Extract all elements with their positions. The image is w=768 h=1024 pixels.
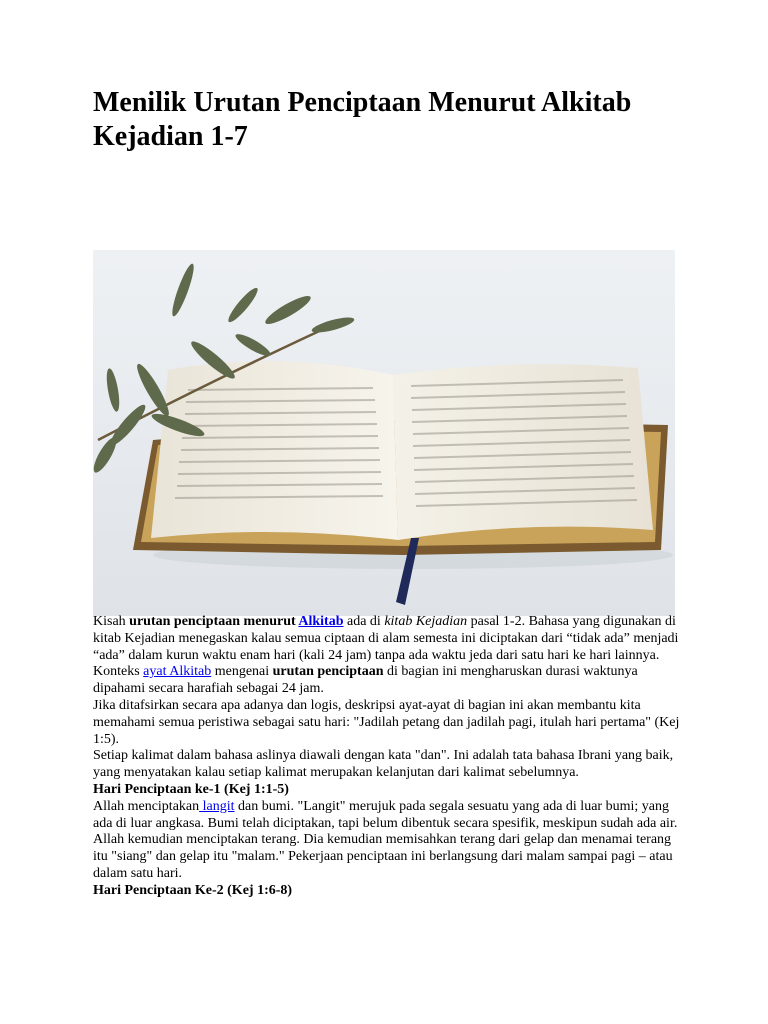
text: dan bumi. "Langit" merujuk pada segala sesuatu yang ada di luar bumi; yang ada di luar angkasa. Bumi telah diciptakan, tapi belum dibentuk secara spesifik, meskipun sudah ada air. Allah kemudian menciptakan terang. Dia kemudian memisahkan terang dari gelap dan menamai terang itu "siang" dan gelap itu "malam." Pekerjaan penciptaan ini berlangsung dari malam sampai pagi – atau dalam satu hari. bbox=[93, 798, 678, 881]
paragraph-intro bbox=[93, 614, 683, 664]
text: ada di bbox=[343, 614, 385, 629]
text: Konteks bbox=[93, 664, 144, 680]
text: Kisah bbox=[93, 614, 130, 629]
link-alkitab[interactable] bbox=[298, 614, 343, 629]
link-ayat-alkitab[interactable]: ayat Alkitab bbox=[143, 664, 212, 680]
page-title: Menilik Urutan Penciptaan Menurut Alkitab Kejadian 1-7 bbox=[93, 87, 632, 152]
text: Allah menciptakan bbox=[93, 798, 200, 814]
paragraph-context bbox=[93, 664, 683, 698]
open-bible-with-olive-branch-icon bbox=[93, 250, 675, 616]
italic-text: kitab Kejadian bbox=[384, 614, 468, 629]
bold-text: urutan penciptaan bbox=[272, 664, 384, 680]
paragraph-interpretation: Jika ditafsirkan secara apa adanya dan logis, deskripsi ayat-ayat di bagian ini akan membantu kita memahami semua peristiwa sebagai satu hari: "Jadilah petang dan jadilah pagi, itulah hari pertama" (Kej 1:5). bbox=[93, 697, 680, 747]
paragraph-grammar: Setiap kalimat dalam bahasa aslinya diawali dengan kata "dan". Ini adalah tata bahasa Ibrani yang baik, yang menyatakan kalau setiap kalimat merupakan kelanjutan dari kalimat sebelumnya. bbox=[93, 748, 674, 781]
text: mengenai bbox=[211, 664, 273, 680]
text: pasal 1-2. Bahasa yang digunakan di kitab Kejadian menegaskan kalau semua ciptaan di alam semesta ini diciptakan dari “tidak ada” menjadi “ada” dalam kurun waktu enam hari (kali 24 jam) tanpa ada waktu jeda dari satu hari ke hari lainnya. bbox=[93, 614, 679, 663]
link-langit[interactable]: langit bbox=[199, 798, 235, 814]
text: di bagian ini mengharuskan durasi waktunya dipahami secara harafiah sebagai 24 jam. bbox=[93, 664, 638, 697]
section-heading-day-1: Hari Penciptaan ke-1 (Kej 1:1-5) bbox=[93, 781, 289, 797]
bold-text: urutan penciptaan menurut bbox=[129, 614, 299, 629]
article-body bbox=[93, 614, 683, 900]
paragraph-day-1 bbox=[93, 799, 683, 883]
hero-image bbox=[93, 250, 675, 616]
link-text: Alkitab bbox=[298, 614, 344, 629]
section-heading-day-2: Hari Penciptaan Ke-2 (Kej 1:6-8) bbox=[93, 882, 293, 898]
